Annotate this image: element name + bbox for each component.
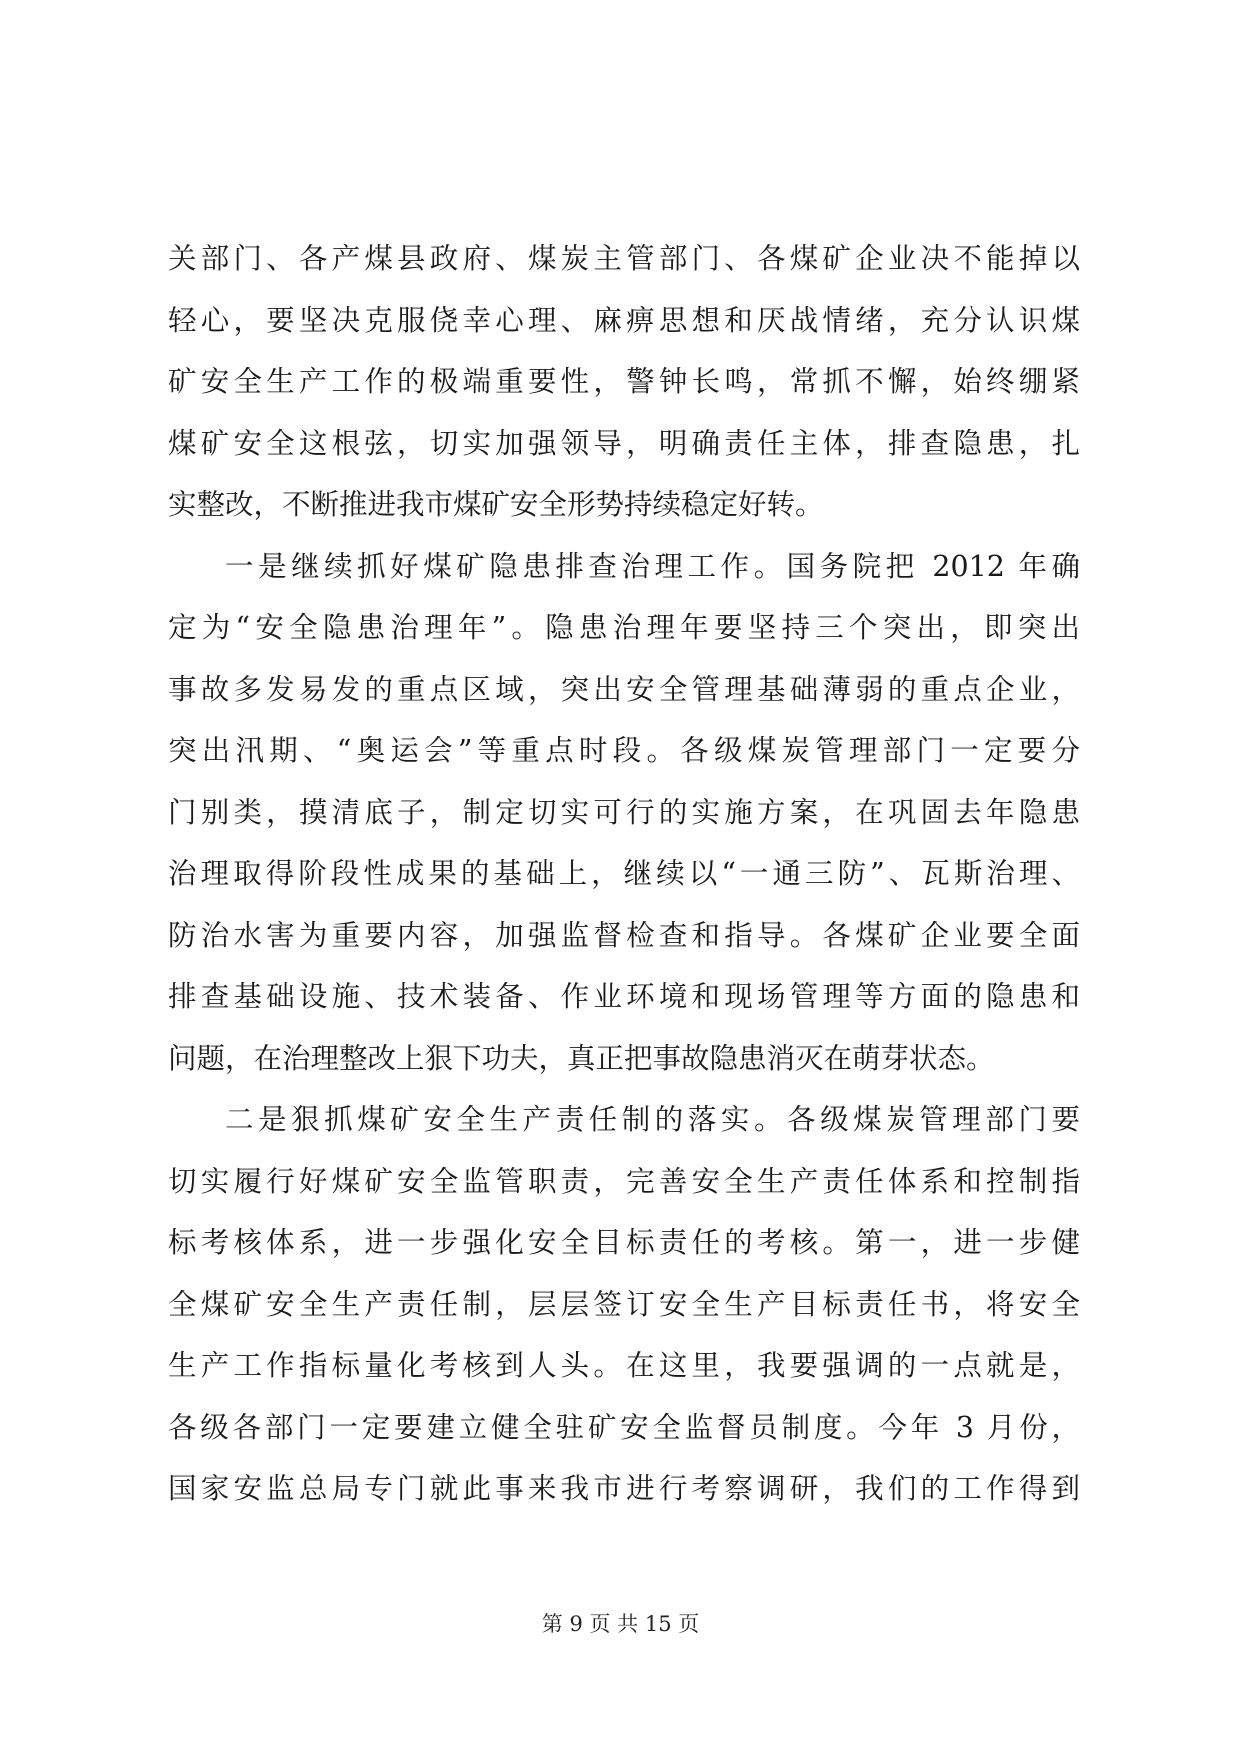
- text-line: 矿安全生产工作的极端重要性，警钟长鸣，常抓不懈，始终绷紧: [168, 365, 1080, 398]
- text-line: 二是狠抓煤矿安全生产责任制的落实。各级煤炭管理部门要: [225, 1103, 1080, 1136]
- text-line: 排查基础设施、技术装备、作业环境和现场管理等方面的隐患和: [168, 980, 1080, 1013]
- text-line: 全煤矿安全生产责任制，层层签订安全生产目标责任书，将安全: [168, 1287, 1080, 1321]
- text-line: 定为“安全隐患治理年”。隐患治理年要坚持三个突出，即突出: [168, 611, 1080, 644]
- text-line: 突出汛期、“奥运会”等重点时段。各级煤炭管理部门一定要分: [168, 734, 1080, 767]
- text-line: 治理取得阶段性成果的基础上，继续以“一通三防”、瓦斯治理、: [168, 857, 1080, 890]
- text-line: 标考核体系，进一步强化安全目标责任的考核。第一，进一步健: [168, 1226, 1080, 1259]
- page-number-footer: 第 9 页 共 15 页: [541, 1612, 700, 1636]
- text-line: 轻心，要坚决克服侥幸心理、麻痹思想和厌战情绪，充分认识煤: [168, 303, 1080, 337]
- text-line: 各级各部门一定要建立健全驻矿安全监督员制度。今年 3 月份，: [168, 1410, 1080, 1444]
- text-line: 关部门、各产煤县政府、煤炭主管部门、各煤矿企业决不能掉以: [168, 242, 1080, 275]
- text-line: 生产工作指标量化考核到人头。在这里，我要强调的一点就是，: [168, 1349, 1080, 1382]
- document-body: [168, 228, 1080, 1520]
- text-line: 防治水害为重要内容，加强监督检查和指导。各煤矿企业要全面: [168, 918, 1080, 952]
- text-line: 实整改，不断推进我市煤矿安全形势持续稳定好转。: [168, 488, 824, 521]
- text-line: 煤矿安全这根弦，切实加强领导，明确责任主体，排查隐患，扎: [168, 426, 1080, 460]
- text-line: 门别类，摸清底子，制定切实可行的实施方案，在巩固去年隐患: [168, 795, 1080, 829]
- text-line: 问题，在治理整改上狠下功夫，真正把事故隐患消灭在萌芽状态。: [168, 1041, 995, 1075]
- text-line: 一是继续抓好煤矿隐患排查治理工作。国务院把 2012 年确: [225, 549, 1080, 583]
- text-line: 国家安监总局专门就此事来我市进行考察调研，我们的工作得到: [168, 1472, 1080, 1505]
- text-line: 切实履行好煤矿安全监管职责，完善安全生产责任体系和控制指: [168, 1164, 1080, 1198]
- text-line: 事故多发易发的重点区域，突出安全管理基础薄弱的重点企业，: [168, 672, 1080, 706]
